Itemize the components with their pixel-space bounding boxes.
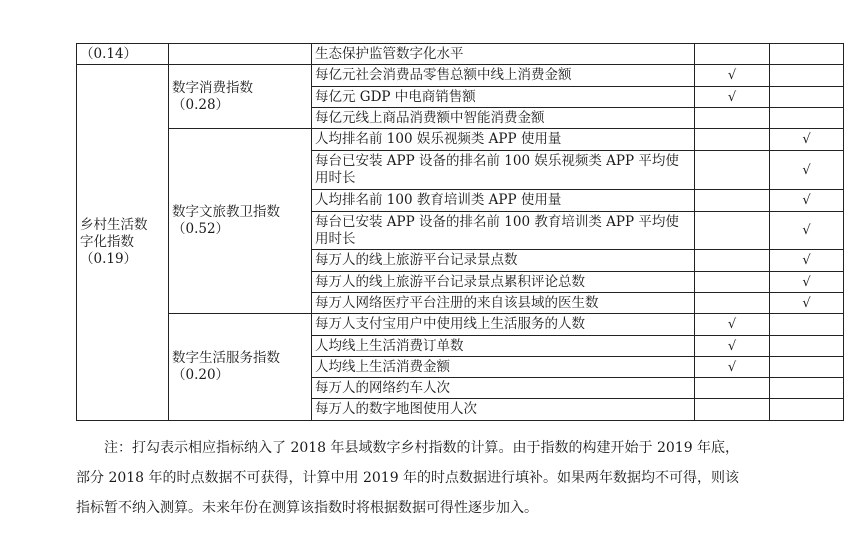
sub-index-cell-empty bbox=[169, 44, 312, 65]
sub-index-name: 数字文旅教卫指数 bbox=[172, 204, 280, 220]
category-name-line1: 乡村生活数 bbox=[80, 217, 148, 233]
check-mark-col2: √ bbox=[770, 272, 844, 293]
indicator-name: 每台已安装 APP 设备的排名前 100 娱乐视频类 APP 平均使用时长 bbox=[312, 151, 695, 190]
check-mark-col1 bbox=[695, 250, 770, 272]
check-mark-col1 bbox=[695, 129, 770, 151]
indicator-table bbox=[76, 43, 844, 421]
check-mark-col1 bbox=[695, 151, 770, 190]
sub-index-weight: （0.52） bbox=[172, 221, 230, 237]
category-name-line2: 字化指数 bbox=[80, 234, 134, 250]
table-row bbox=[77, 314, 844, 336]
indicator-name: 每万人支付宝用户中使用线上生活服务的人数 bbox=[312, 314, 695, 336]
indicator-name: 每万人的网络约车人次 bbox=[312, 378, 695, 399]
check-mark-col2 bbox=[770, 336, 844, 357]
indicator-name: 每亿元线上商品消费额中智能消费金额 bbox=[312, 108, 695, 129]
sub-index-weight: （0.28） bbox=[172, 96, 230, 113]
table-row bbox=[77, 129, 844, 151]
category-weight: （0.19） bbox=[80, 251, 138, 267]
check-mark-col2 bbox=[770, 108, 844, 129]
sub-index-consumption bbox=[169, 65, 312, 129]
sub-index-name: 数字消费指数 bbox=[172, 79, 253, 96]
check-mark-col2: √ bbox=[770, 293, 844, 314]
check-mark-col1 bbox=[695, 399, 770, 421]
indicator-name: 人均线上生活消费金额 bbox=[312, 357, 695, 378]
check-mark-col1: √ bbox=[695, 65, 770, 87]
check-mark-col1: √ bbox=[695, 336, 770, 357]
indicator-name: 每万人的线上旅游平台记录景点累积评论总数 bbox=[312, 272, 695, 293]
check-mark-col1 bbox=[695, 293, 770, 314]
footnote-line-2: 部分 2018 年的时点数据不可获得，计算中用 2019 年的时点数据进行填补。如果两年数据均不可得，则该 bbox=[76, 470, 740, 486]
check-mark-col1 bbox=[695, 272, 770, 293]
footnote-line-1: 注：打勾表示相应指标纳入了 2018 年县域数字乡村指数的计算。由于指数的构建开始于 2019 年底， bbox=[104, 440, 740, 456]
check-mark-col1 bbox=[695, 212, 770, 250]
footnote-line-3: 指标暂不纳入测算。未来年份在测算该指数时将根据数据可得性逐步加入。 bbox=[76, 500, 538, 516]
check-mark-col1 bbox=[695, 190, 770, 212]
check-mark-col2: √ bbox=[770, 250, 844, 272]
check-mark-col2 bbox=[770, 378, 844, 399]
table-row bbox=[77, 65, 844, 87]
sub-index-weight: （0.20） bbox=[172, 367, 230, 383]
check-mark-col2 bbox=[770, 44, 844, 65]
check-mark-col1 bbox=[695, 378, 770, 399]
check-mark-col2 bbox=[770, 314, 844, 336]
check-mark-col2 bbox=[770, 357, 844, 378]
check-mark-col2 bbox=[770, 87, 844, 108]
parent-weight-cell: （0.14） bbox=[77, 44, 169, 65]
table-footnote bbox=[76, 433, 836, 523]
indicator-name: 每亿元 GDP 中电商销售额 bbox=[312, 87, 695, 108]
check-mark-col1 bbox=[695, 108, 770, 129]
category-cell bbox=[77, 65, 169, 421]
indicator-name: 人均排名前 100 教育培训类 APP 使用量 bbox=[312, 190, 695, 212]
sub-index-life-services bbox=[169, 314, 312, 421]
indicator-name: 人均线上生活消费订单数 bbox=[312, 336, 695, 357]
check-mark-col2: √ bbox=[770, 151, 844, 190]
indicator-name: 每万人的数字地图使用人次 bbox=[312, 399, 695, 421]
indicator-name: 每万人网络医疗平台注册的来自该县域的医生数 bbox=[312, 293, 695, 314]
table-row bbox=[77, 44, 844, 65]
indicator-name: 每亿元社会消费品零售总额中线上消费金额 bbox=[312, 65, 695, 87]
sub-index-name: 数字生活服务指数 bbox=[172, 350, 280, 366]
check-mark-col2: √ bbox=[770, 212, 844, 250]
check-mark-col2: √ bbox=[770, 190, 844, 212]
check-mark-col2 bbox=[770, 65, 844, 87]
check-mark-col2 bbox=[770, 399, 844, 421]
indicator-name: 每万人的线上旅游平台记录景点数 bbox=[312, 250, 695, 272]
indicator-name: 人均排名前 100 娱乐视频类 APP 使用量 bbox=[312, 129, 695, 151]
check-mark-col1: √ bbox=[695, 357, 770, 378]
check-mark-col1 bbox=[695, 44, 770, 65]
check-mark-col1: √ bbox=[695, 314, 770, 336]
check-mark-col2: √ bbox=[770, 129, 844, 151]
sub-index-culture-tourism-education-health bbox=[169, 129, 312, 314]
indicator-name: 每台已安装 APP 设备的排名前 100 教育培训类 APP 平均使用时长 bbox=[312, 212, 695, 250]
check-mark-col1: √ bbox=[695, 87, 770, 108]
indicator-name: 生态保护监管数字化水平 bbox=[312, 44, 695, 65]
